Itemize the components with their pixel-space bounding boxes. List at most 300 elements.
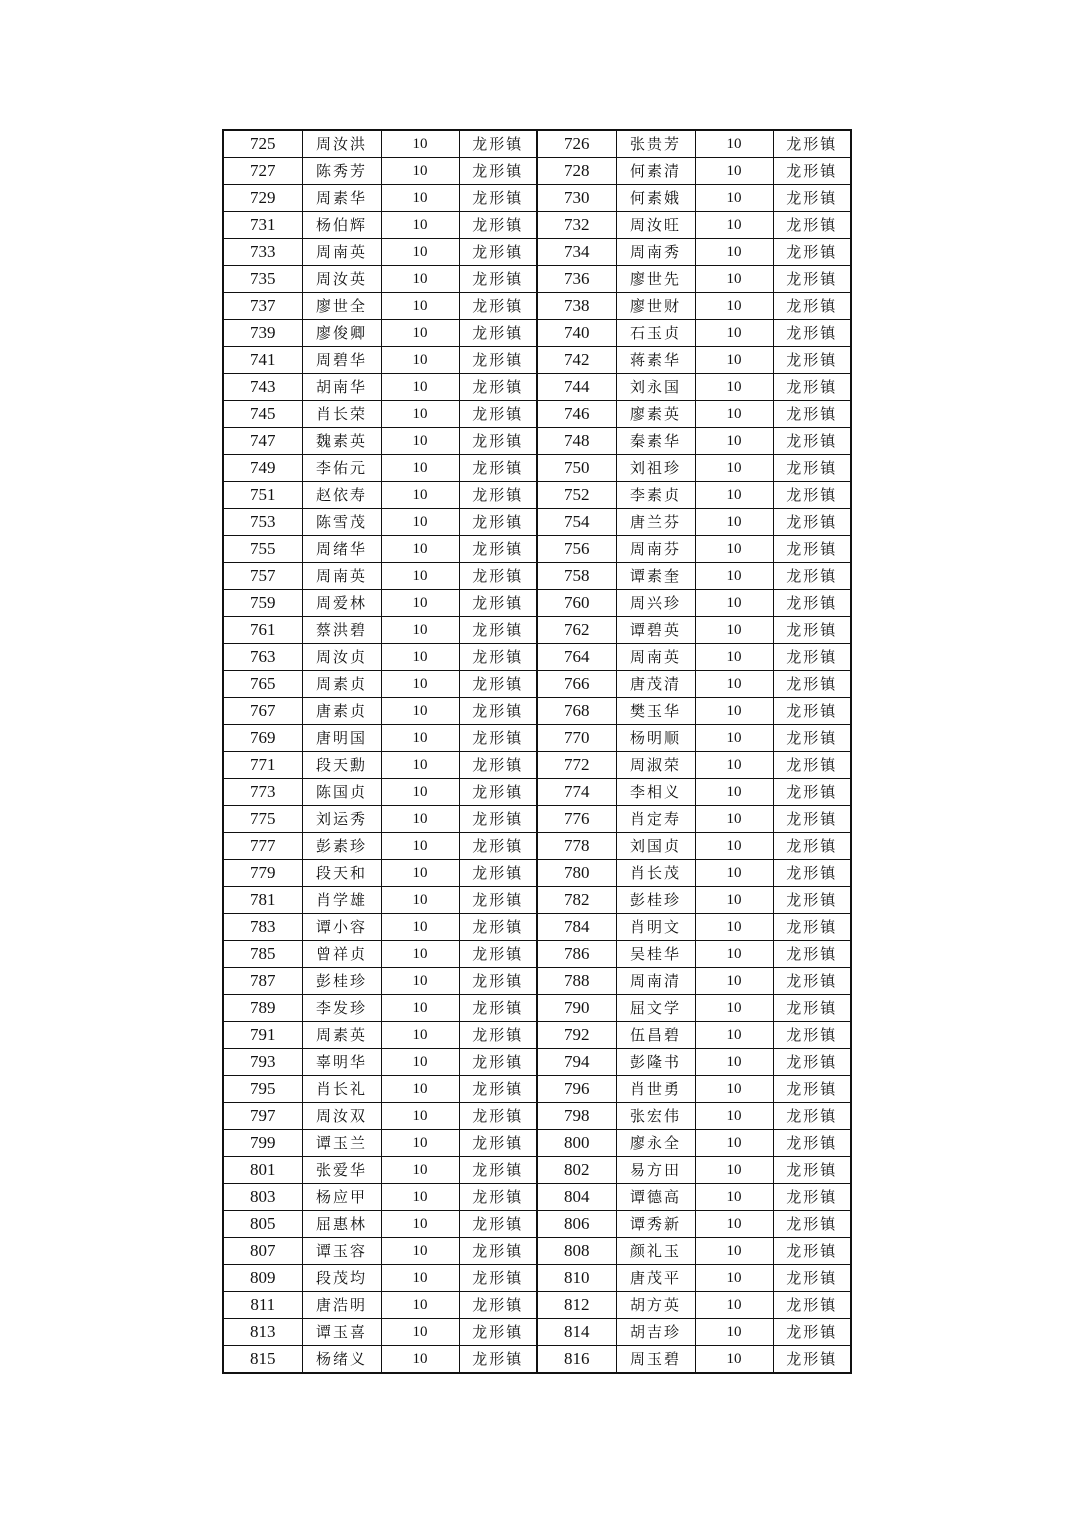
- person-name-cell: 石玉贞: [616, 320, 695, 347]
- person-name-cell: 谭玉喜: [302, 1319, 381, 1346]
- amount-cell: 10: [695, 1184, 773, 1211]
- table-row: [223, 374, 851, 401]
- person-name-cell: 李佑元: [302, 455, 381, 482]
- person-name-cell: 彭桂珍: [616, 887, 695, 914]
- person-name-cell: 廖世全: [302, 293, 381, 320]
- town-name-cell: 龙形镇: [773, 995, 851, 1022]
- town-name-cell: 龙形镇: [773, 1076, 851, 1103]
- town-name-cell: 龙形镇: [773, 1022, 851, 1049]
- amount-cell: 10: [695, 1292, 773, 1319]
- record-number-cell: 734: [537, 239, 616, 266]
- town-name-cell: 龙形镇: [459, 1022, 537, 1049]
- town-name-cell: 龙形镇: [773, 590, 851, 617]
- record-number-cell: 742: [537, 347, 616, 374]
- person-name-cell: 胡吉珍: [616, 1319, 695, 1346]
- record-number-cell: 798: [537, 1103, 616, 1130]
- town-name-cell: 龙形镇: [773, 1346, 851, 1374]
- person-name-cell: 肖学雄: [302, 887, 381, 914]
- record-number-cell: 745: [223, 401, 302, 428]
- amount-cell: 10: [695, 914, 773, 941]
- amount-cell: 10: [695, 293, 773, 320]
- person-name-cell: 樊玉华: [616, 698, 695, 725]
- amount-cell: 10: [381, 185, 459, 212]
- record-number-cell: 768: [537, 698, 616, 725]
- record-number-cell: 747: [223, 428, 302, 455]
- record-number-cell: 746: [537, 401, 616, 428]
- record-number-cell: 727: [223, 158, 302, 185]
- amount-cell: 10: [695, 698, 773, 725]
- amount-cell: 10: [381, 536, 459, 563]
- town-name-cell: 龙形镇: [459, 752, 537, 779]
- table-row: [223, 158, 851, 185]
- record-number-cell: 741: [223, 347, 302, 374]
- record-number-cell: 761: [223, 617, 302, 644]
- record-number-cell: 753: [223, 509, 302, 536]
- record-number-cell: 803: [223, 1184, 302, 1211]
- record-number-cell: 779: [223, 860, 302, 887]
- record-number-cell: 764: [537, 644, 616, 671]
- amount-cell: 10: [381, 1211, 459, 1238]
- amount-cell: 10: [381, 1157, 459, 1184]
- person-name-cell: 廖俊卿: [302, 320, 381, 347]
- amount-cell: 10: [695, 455, 773, 482]
- person-name-cell: 周淑荣: [616, 752, 695, 779]
- person-name-cell: 杨绪义: [302, 1346, 381, 1374]
- person-name-cell: 唐茂清: [616, 671, 695, 698]
- table-row: [223, 860, 851, 887]
- town-name-cell: 龙形镇: [773, 563, 851, 590]
- town-name-cell: 龙形镇: [773, 347, 851, 374]
- record-number-cell: 732: [537, 212, 616, 239]
- table-row: [223, 1130, 851, 1157]
- person-name-cell: 吴桂华: [616, 941, 695, 968]
- town-name-cell: 龙形镇: [773, 536, 851, 563]
- town-name-cell: 龙形镇: [459, 914, 537, 941]
- amount-cell: 10: [695, 995, 773, 1022]
- amount-cell: 10: [695, 1211, 773, 1238]
- town-name-cell: 龙形镇: [459, 1049, 537, 1076]
- table-row: [223, 185, 851, 212]
- table-row: [223, 914, 851, 941]
- roster-table: [222, 129, 852, 1374]
- town-name-cell: 龙形镇: [773, 320, 851, 347]
- amount-cell: 10: [695, 752, 773, 779]
- person-name-cell: 陈雪茂: [302, 509, 381, 536]
- amount-cell: 10: [381, 130, 459, 158]
- person-name-cell: 周汝旺: [616, 212, 695, 239]
- person-name-cell: 李素贞: [616, 482, 695, 509]
- person-name-cell: 彭素珍: [302, 833, 381, 860]
- town-name-cell: 龙形镇: [459, 536, 537, 563]
- person-name-cell: 周汝洪: [302, 130, 381, 158]
- person-name-cell: 刘祖珍: [616, 455, 695, 482]
- record-number-cell: 738: [537, 293, 616, 320]
- person-name-cell: 周素华: [302, 185, 381, 212]
- person-name-cell: 肖定寿: [616, 806, 695, 833]
- town-name-cell: 龙形镇: [459, 1346, 537, 1374]
- amount-cell: 10: [381, 941, 459, 968]
- person-name-cell: 刘永国: [616, 374, 695, 401]
- amount-cell: 10: [381, 266, 459, 293]
- person-name-cell: 谭碧英: [616, 617, 695, 644]
- table-row: [223, 428, 851, 455]
- person-name-cell: 蒋素华: [616, 347, 695, 374]
- record-number-cell: 765: [223, 671, 302, 698]
- person-name-cell: 张贵芳: [616, 130, 695, 158]
- table-row: [223, 212, 851, 239]
- amount-cell: 10: [381, 1265, 459, 1292]
- amount-cell: 10: [695, 563, 773, 590]
- amount-cell: 10: [695, 428, 773, 455]
- table-row: [223, 644, 851, 671]
- person-name-cell: 肖长礼: [302, 1076, 381, 1103]
- record-number-cell: 743: [223, 374, 302, 401]
- town-name-cell: 龙形镇: [459, 1157, 537, 1184]
- town-name-cell: 龙形镇: [459, 130, 537, 158]
- amount-cell: 10: [695, 130, 773, 158]
- table-row: [223, 1319, 851, 1346]
- amount-cell: 10: [381, 887, 459, 914]
- town-name-cell: 龙形镇: [773, 293, 851, 320]
- person-name-cell: 张爱华: [302, 1157, 381, 1184]
- town-name-cell: 龙形镇: [773, 752, 851, 779]
- amount-cell: 10: [695, 347, 773, 374]
- table-row: [223, 1292, 851, 1319]
- person-name-cell: 陈国贞: [302, 779, 381, 806]
- record-number-cell: 773: [223, 779, 302, 806]
- amount-cell: 10: [695, 671, 773, 698]
- roster-table-body: [223, 130, 851, 1373]
- record-number-cell: 782: [537, 887, 616, 914]
- record-number-cell: 789: [223, 995, 302, 1022]
- record-number-cell: 814: [537, 1319, 616, 1346]
- amount-cell: 10: [695, 158, 773, 185]
- town-name-cell: 龙形镇: [773, 428, 851, 455]
- amount-cell: 10: [381, 914, 459, 941]
- town-name-cell: 龙形镇: [459, 239, 537, 266]
- town-name-cell: 龙形镇: [459, 1184, 537, 1211]
- person-name-cell: 胡南华: [302, 374, 381, 401]
- person-name-cell: 张宏伟: [616, 1103, 695, 1130]
- person-name-cell: 伍昌碧: [616, 1022, 695, 1049]
- record-number-cell: 737: [223, 293, 302, 320]
- amount-cell: 10: [695, 887, 773, 914]
- record-number-cell: 800: [537, 1130, 616, 1157]
- amount-cell: 10: [381, 1292, 459, 1319]
- record-number-cell: 811: [223, 1292, 302, 1319]
- amount-cell: 10: [381, 455, 459, 482]
- person-name-cell: 谭德高: [616, 1184, 695, 1211]
- record-number-cell: 790: [537, 995, 616, 1022]
- record-number-cell: 815: [223, 1346, 302, 1374]
- person-name-cell: 屈文学: [616, 995, 695, 1022]
- town-name-cell: 龙形镇: [459, 590, 537, 617]
- table-row: [223, 752, 851, 779]
- record-number-cell: 772: [537, 752, 616, 779]
- record-number-cell: 762: [537, 617, 616, 644]
- town-name-cell: 龙形镇: [459, 833, 537, 860]
- record-number-cell: 802: [537, 1157, 616, 1184]
- town-name-cell: 龙形镇: [773, 1238, 851, 1265]
- record-number-cell: 770: [537, 725, 616, 752]
- amount-cell: 10: [695, 482, 773, 509]
- record-number-cell: 755: [223, 536, 302, 563]
- town-name-cell: 龙形镇: [773, 698, 851, 725]
- amount-cell: 10: [381, 968, 459, 995]
- amount-cell: 10: [695, 1346, 773, 1374]
- amount-cell: 10: [695, 725, 773, 752]
- amount-cell: 10: [695, 1076, 773, 1103]
- town-name-cell: 龙形镇: [459, 320, 537, 347]
- amount-cell: 10: [695, 509, 773, 536]
- person-name-cell: 周南英: [302, 239, 381, 266]
- record-number-cell: 816: [537, 1346, 616, 1374]
- record-number-cell: 775: [223, 806, 302, 833]
- person-name-cell: 陈秀芳: [302, 158, 381, 185]
- person-name-cell: 段天和: [302, 860, 381, 887]
- amount-cell: 10: [381, 725, 459, 752]
- table-row: [223, 1265, 851, 1292]
- amount-cell: 10: [381, 1346, 459, 1374]
- town-name-cell: 龙形镇: [459, 1292, 537, 1319]
- person-name-cell: 杨应甲: [302, 1184, 381, 1211]
- table-row: [223, 320, 851, 347]
- record-number-cell: 750: [537, 455, 616, 482]
- record-number-cell: 757: [223, 563, 302, 590]
- person-name-cell: 肖世勇: [616, 1076, 695, 1103]
- person-name-cell: 谭玉容: [302, 1238, 381, 1265]
- person-name-cell: 李相义: [616, 779, 695, 806]
- amount-cell: 10: [381, 995, 459, 1022]
- record-number-cell: 752: [537, 482, 616, 509]
- amount-cell: 10: [381, 1184, 459, 1211]
- table-row: [223, 671, 851, 698]
- table-row: [223, 887, 851, 914]
- amount-cell: 10: [381, 293, 459, 320]
- record-number-cell: 791: [223, 1022, 302, 1049]
- person-name-cell: 唐浩明: [302, 1292, 381, 1319]
- record-number-cell: 780: [537, 860, 616, 887]
- amount-cell: 10: [695, 1103, 773, 1130]
- town-name-cell: 龙形镇: [773, 941, 851, 968]
- person-name-cell: 赵依寿: [302, 482, 381, 509]
- person-name-cell: 周爱林: [302, 590, 381, 617]
- record-number-cell: 735: [223, 266, 302, 293]
- amount-cell: 10: [695, 806, 773, 833]
- town-name-cell: 龙形镇: [459, 374, 537, 401]
- amount-cell: 10: [381, 509, 459, 536]
- person-name-cell: 彭隆书: [616, 1049, 695, 1076]
- town-name-cell: 龙形镇: [459, 698, 537, 725]
- record-number-cell: 813: [223, 1319, 302, 1346]
- record-number-cell: 739: [223, 320, 302, 347]
- table-row: [223, 1184, 851, 1211]
- person-name-cell: 谭素奎: [616, 563, 695, 590]
- amount-cell: 10: [695, 1319, 773, 1346]
- record-number-cell: 754: [537, 509, 616, 536]
- amount-cell: 10: [381, 617, 459, 644]
- record-number-cell: 733: [223, 239, 302, 266]
- town-name-cell: 龙形镇: [459, 644, 537, 671]
- amount-cell: 10: [381, 860, 459, 887]
- record-number-cell: 759: [223, 590, 302, 617]
- amount-cell: 10: [695, 617, 773, 644]
- record-number-cell: 756: [537, 536, 616, 563]
- record-number-cell: 788: [537, 968, 616, 995]
- record-number-cell: 766: [537, 671, 616, 698]
- table-row: [223, 995, 851, 1022]
- town-name-cell: 龙形镇: [773, 130, 851, 158]
- table-row: [223, 590, 851, 617]
- amount-cell: 10: [695, 239, 773, 266]
- record-number-cell: 736: [537, 266, 616, 293]
- town-name-cell: 龙形镇: [773, 1319, 851, 1346]
- town-name-cell: 龙形镇: [459, 158, 537, 185]
- record-number-cell: 804: [537, 1184, 616, 1211]
- person-name-cell: 谭秀新: [616, 1211, 695, 1238]
- person-name-cell: 周南英: [616, 644, 695, 671]
- person-name-cell: 周汝英: [302, 266, 381, 293]
- record-number-cell: 812: [537, 1292, 616, 1319]
- person-name-cell: 颜礼玉: [616, 1238, 695, 1265]
- person-name-cell: 廖世先: [616, 266, 695, 293]
- amount-cell: 10: [695, 1022, 773, 1049]
- table-row: [223, 266, 851, 293]
- town-name-cell: 龙形镇: [459, 428, 537, 455]
- record-number-cell: 776: [537, 806, 616, 833]
- person-name-cell: 廖世财: [616, 293, 695, 320]
- amount-cell: 10: [381, 1049, 459, 1076]
- table-row: [223, 1076, 851, 1103]
- person-name-cell: 屈惠林: [302, 1211, 381, 1238]
- record-number-cell: 786: [537, 941, 616, 968]
- person-name-cell: 肖长荣: [302, 401, 381, 428]
- table-row: [223, 1238, 851, 1265]
- record-number-cell: 795: [223, 1076, 302, 1103]
- record-number-cell: 784: [537, 914, 616, 941]
- amount-cell: 10: [695, 374, 773, 401]
- town-name-cell: 龙形镇: [773, 1103, 851, 1130]
- amount-cell: 10: [381, 158, 459, 185]
- record-number-cell: 728: [537, 158, 616, 185]
- amount-cell: 10: [381, 671, 459, 698]
- amount-cell: 10: [381, 590, 459, 617]
- amount-cell: 10: [381, 698, 459, 725]
- amount-cell: 10: [695, 1049, 773, 1076]
- town-name-cell: 龙形镇: [773, 914, 851, 941]
- person-name-cell: 何素娥: [616, 185, 695, 212]
- record-number-cell: 740: [537, 320, 616, 347]
- record-number-cell: 731: [223, 212, 302, 239]
- amount-cell: 10: [381, 428, 459, 455]
- town-name-cell: 龙形镇: [773, 509, 851, 536]
- amount-cell: 10: [695, 644, 773, 671]
- person-name-cell: 唐兰芬: [616, 509, 695, 536]
- table-row: [223, 833, 851, 860]
- person-name-cell: 曾祥贞: [302, 941, 381, 968]
- record-number-cell: 796: [537, 1076, 616, 1103]
- person-name-cell: 杨明顺: [616, 725, 695, 752]
- town-name-cell: 龙形镇: [459, 1319, 537, 1346]
- town-name-cell: 龙形镇: [773, 1184, 851, 1211]
- town-name-cell: 龙形镇: [459, 725, 537, 752]
- person-name-cell: 周绪华: [302, 536, 381, 563]
- person-name-cell: 易方田: [616, 1157, 695, 1184]
- town-name-cell: 龙形镇: [459, 1103, 537, 1130]
- person-name-cell: 廖素英: [616, 401, 695, 428]
- person-name-cell: 刘国贞: [616, 833, 695, 860]
- town-name-cell: 龙形镇: [773, 1292, 851, 1319]
- table-row: [223, 509, 851, 536]
- record-number-cell: 767: [223, 698, 302, 725]
- person-name-cell: 廖永全: [616, 1130, 695, 1157]
- record-number-cell: 785: [223, 941, 302, 968]
- table-row: [223, 1346, 851, 1374]
- person-name-cell: 段茂均: [302, 1265, 381, 1292]
- amount-cell: 10: [381, 239, 459, 266]
- record-number-cell: 777: [223, 833, 302, 860]
- record-number-cell: 763: [223, 644, 302, 671]
- record-number-cell: 744: [537, 374, 616, 401]
- amount-cell: 10: [695, 320, 773, 347]
- person-name-cell: 李发珍: [302, 995, 381, 1022]
- table-row: [223, 239, 851, 266]
- town-name-cell: 龙形镇: [773, 455, 851, 482]
- table-row: [223, 725, 851, 752]
- town-name-cell: 龙形镇: [773, 671, 851, 698]
- record-number-cell: 807: [223, 1238, 302, 1265]
- table-row: [223, 806, 851, 833]
- amount-cell: 10: [381, 1076, 459, 1103]
- amount-cell: 10: [695, 1238, 773, 1265]
- person-name-cell: 肖明文: [616, 914, 695, 941]
- town-name-cell: 龙形镇: [459, 1238, 537, 1265]
- amount-cell: 10: [381, 1130, 459, 1157]
- town-name-cell: 龙形镇: [459, 887, 537, 914]
- town-name-cell: 龙形镇: [773, 644, 851, 671]
- town-name-cell: 龙形镇: [459, 941, 537, 968]
- table-row: [223, 1211, 851, 1238]
- town-name-cell: 龙形镇: [773, 617, 851, 644]
- amount-cell: 10: [381, 779, 459, 806]
- amount-cell: 10: [695, 266, 773, 293]
- record-number-cell: 799: [223, 1130, 302, 1157]
- town-name-cell: 龙形镇: [773, 725, 851, 752]
- person-name-cell: 谭小容: [302, 914, 381, 941]
- table-row: [223, 1157, 851, 1184]
- person-name-cell: 周南清: [616, 968, 695, 995]
- amount-cell: 10: [381, 806, 459, 833]
- town-name-cell: 龙形镇: [459, 806, 537, 833]
- town-name-cell: 龙形镇: [773, 374, 851, 401]
- person-name-cell: 周汝贞: [302, 644, 381, 671]
- town-name-cell: 龙形镇: [773, 806, 851, 833]
- amount-cell: 10: [381, 401, 459, 428]
- amount-cell: 10: [381, 644, 459, 671]
- town-name-cell: 龙形镇: [459, 860, 537, 887]
- amount-cell: 10: [381, 1238, 459, 1265]
- person-name-cell: 周南秀: [616, 239, 695, 266]
- table-row: [223, 1049, 851, 1076]
- table-row: [223, 968, 851, 995]
- town-name-cell: 龙形镇: [773, 968, 851, 995]
- town-name-cell: 龙形镇: [773, 1130, 851, 1157]
- person-name-cell: 周汝双: [302, 1103, 381, 1130]
- table-row: [223, 401, 851, 428]
- person-name-cell: 彭桂珍: [302, 968, 381, 995]
- town-name-cell: 龙形镇: [459, 185, 537, 212]
- table-row: [223, 1022, 851, 1049]
